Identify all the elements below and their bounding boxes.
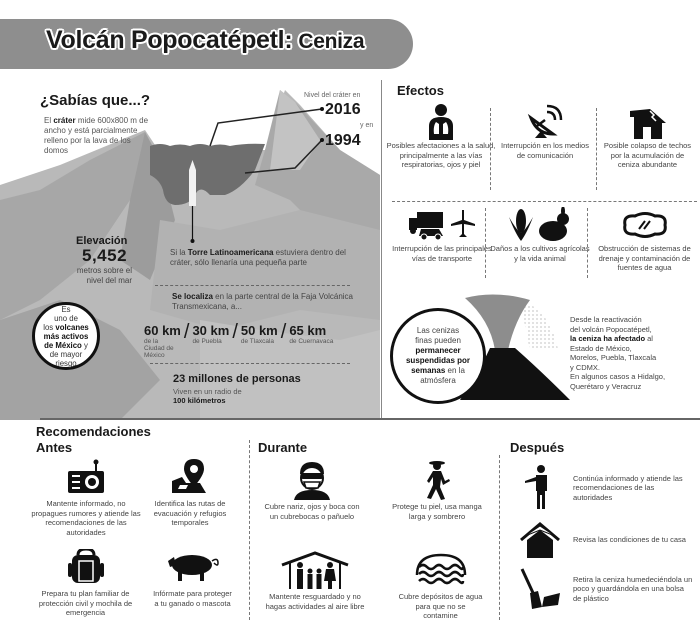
- year-1994: 1994: [325, 132, 361, 149]
- map-pin-icon: [150, 455, 230, 499]
- distance-item: 50 km de Tlaxcala: [240, 323, 278, 345]
- elevation-description: metros sobre el nivel del mar: [76, 266, 132, 285]
- effect-agriculture: Daños a los cultivos agrícolas y la vida animal: [490, 206, 590, 263]
- slash-separator: /: [280, 321, 287, 343]
- durante-item-water: Cubre depósitos de agua para que no se contamine: [398, 548, 483, 621]
- antes-item-livestock: Infórmate para proteger a tu ganado o mascota: [150, 545, 235, 608]
- divider: [485, 208, 486, 278]
- elevation-label: Elevación: [76, 235, 128, 247]
- antes-item-routes: Identifica las rutas de evacuación y refugios temporales: [150, 455, 230, 528]
- despues-item-house: Revisa las condiciones de tu casa: [515, 522, 693, 558]
- population-heading: 23 millones de personas: [173, 373, 301, 385]
- family-house-icon: [260, 548, 370, 592]
- divider: [499, 455, 500, 620]
- volcano-info-panel: [0, 80, 380, 420]
- durante-item-shelter: Mantente resguardado y no hagas actividades al aire libre: [260, 548, 370, 611]
- person-pointing-icon: [515, 465, 565, 511]
- recomendaciones-heading: Recomendaciones: [36, 424, 151, 439]
- page-title: [46, 26, 364, 55]
- effect-communication: Interrupción en los medios de comunicación: [500, 103, 590, 160]
- antes-heading: Antes: [36, 440, 73, 455]
- y-en-label: y en: [360, 122, 374, 129]
- slash-separator: /: [183, 321, 190, 343]
- face-mask-icon: [262, 458, 362, 502]
- effect-health: Posibles afectaciones a la salud, principalmente a las vías respiratorias, ojos y piel: [386, 103, 496, 170]
- divider: [490, 108, 491, 190]
- population-radius: Viven en un radio de 100 kilómetros: [173, 387, 242, 405]
- crater-description: El cráter mide 600x800 m de ancho y está parcialmente relleno por la lava de los domos: [44, 116, 149, 155]
- title-main: Volcán Popocatépetl:: [46, 26, 293, 54]
- elevation-value: 5,452: [82, 246, 128, 265]
- distances-row: [144, 323, 384, 359]
- divider: [150, 363, 350, 364]
- effect-roof-collapse: Posible colapso de techos por la acumulación de ceniza abundante: [600, 103, 695, 170]
- broom-dustpan-icon: [515, 567, 565, 611]
- slash-separator: /: [232, 321, 238, 343]
- location-text: Se localiza en la parte central de la Faja Volcánica Transmexicana, a...: [172, 292, 354, 311]
- panel-divider: [381, 80, 382, 418]
- efectos-heading: Efectos: [397, 83, 444, 98]
- divider: [587, 208, 588, 278]
- pig-icon: [150, 545, 235, 589]
- durante-item-mask: Cubre nariz, ojos y boca con un cubrebocas o pañuelo: [262, 458, 362, 521]
- title-subtitle: Ceniza: [298, 30, 365, 53]
- house-icon: [515, 522, 565, 558]
- affected-states-text: Desde la reactivación del volcán Popocatépetl, la ceniza ha afectado al Estado de México, Morelos, Puebla, Tlaxcala y CDMX. En algunos casos a Hidalgo, Querétaro y Veracruz: [570, 315, 666, 391]
- corn-rabbit-icon: [490, 206, 590, 244]
- distance-item: 30 km de Puebla: [192, 323, 230, 345]
- despues-heading: Después: [510, 440, 565, 455]
- ash-suspension-badge: Las cenizas finas pueden permanecer suspendidas por semanas en la atmósfera: [390, 308, 486, 404]
- radio-icon: [30, 455, 142, 499]
- antes-item-radio: Mantente informado, no propagues rumores y atiende las recomendaciones de las autoridades: [30, 455, 142, 537]
- backpack-icon: [28, 545, 143, 589]
- covered-water-icon: [398, 548, 483, 592]
- year-2016: 2016: [325, 101, 361, 118]
- truck-car-plane-icon: [392, 206, 492, 244]
- distance-item: 60 km de la Ciudad de México: [144, 323, 181, 359]
- durante-item-protect-skin: Protege tu piel, usa manga larga y sombrero: [392, 458, 482, 521]
- lungs-person-icon: [386, 103, 496, 141]
- despues-item-ash-removal: Retira la ceniza humedeciéndola un poco y guardándola en una bolsa de plástico: [515, 567, 693, 611]
- divider: [249, 440, 250, 620]
- section-divider: [40, 418, 700, 420]
- torre-comparison: Si la Torre Latinoamericana estuviera dentro del cráter, sólo llenaría una pequeña parte: [170, 248, 346, 267]
- active-volcano-badge: Es uno de los volcanes más activos de México y de mayor riesgo: [32, 302, 100, 370]
- durante-heading: Durante: [258, 440, 308, 455]
- divider: [155, 285, 350, 286]
- sabias-heading: ¿Sabías que...?: [40, 92, 151, 109]
- effect-transport: Interrupción de las principales vías de transporte: [392, 206, 492, 263]
- distance-item: 65 km de Cuernavaca: [289, 323, 334, 345]
- person-hat-icon: [392, 458, 482, 502]
- crater-level-label: Nivel del cráter en: [304, 92, 361, 99]
- collapsed-house-icon: [600, 103, 695, 141]
- divider: [596, 108, 597, 190]
- divider: [392, 201, 697, 202]
- drain-icon: [592, 206, 697, 244]
- satellite-dish-icon: [500, 103, 590, 141]
- antes-item-backpack: Prepara tu plan familiar de protección civil y mochila de emergencia: [28, 545, 143, 618]
- despues-item-informed: Continúa informado y atiende las recomendaciones de las autoridades: [515, 465, 693, 511]
- effect-drainage: Obstrucción de sistemas de drenaje y contaminación de fuentes de agua: [592, 206, 697, 273]
